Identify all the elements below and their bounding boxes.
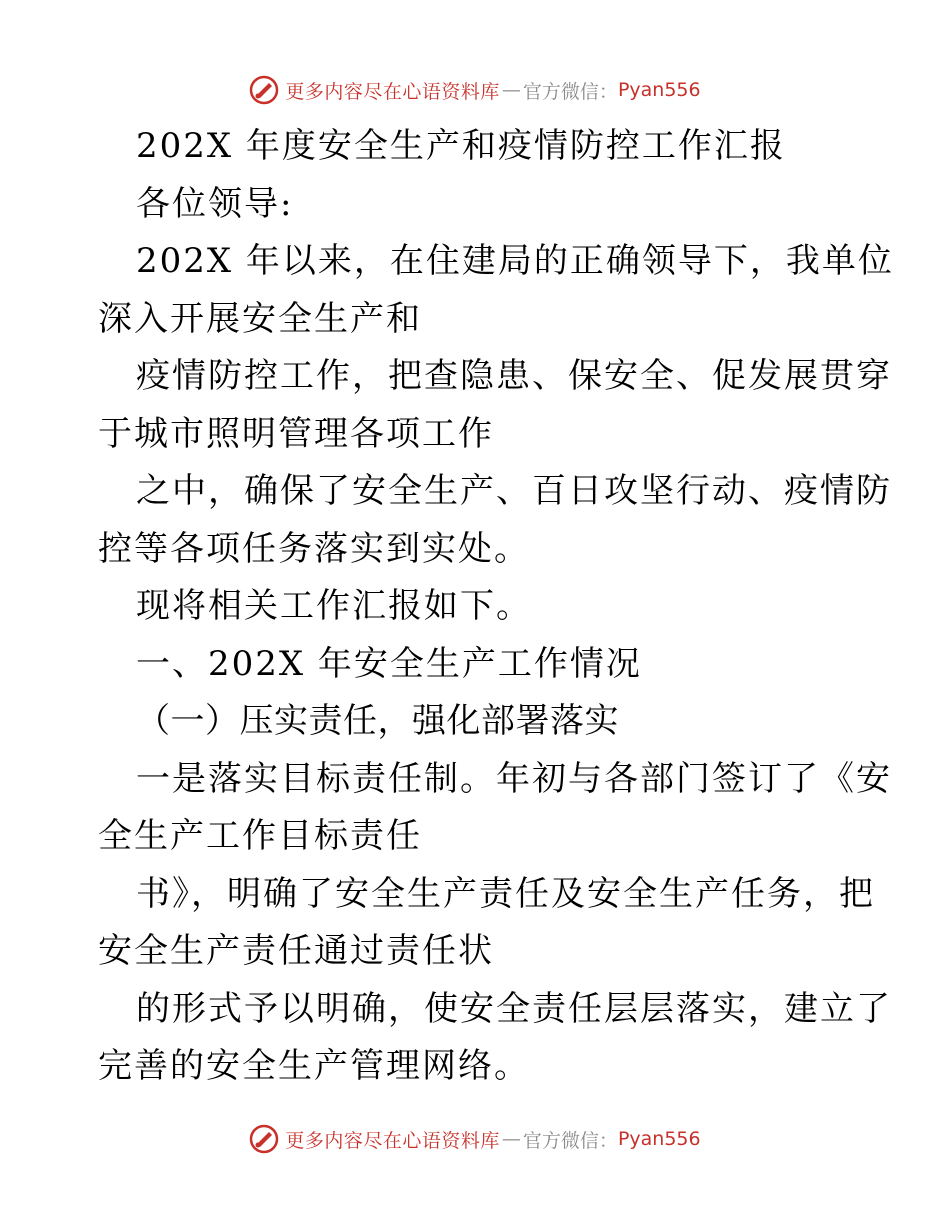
watermark-dash: — — [501, 79, 521, 101]
paragraph-line: 的形式予以明确，使安全责任层层落实，建立了 — [136, 988, 892, 1029]
header-watermark — [0, 70, 950, 110]
paragraph-line: 完善的安全生产管理网络。 — [98, 1046, 530, 1086]
paragraph-line: 一是落实目标责任制。年初与各部门签订了《安 — [136, 758, 892, 799]
watermark-wechat-label: 官方微信： — [522, 80, 618, 103]
paragraph-line: 深入开展安全生产和 — [98, 298, 422, 339]
watermark-dash: — — [501, 1128, 521, 1150]
paragraph-line: 现将相关工作汇报如下。 — [136, 586, 532, 626]
footer-watermark — [0, 1119, 950, 1159]
section-heading: 一、202X 年安全生产工作情况 — [136, 643, 642, 684]
watermark-text: 更多内容尽在心语资料库 — [285, 80, 500, 103]
salutation: 各位领导: — [136, 183, 294, 224]
brush-seal-icon — [249, 1124, 279, 1154]
brush-seal-icon — [249, 75, 279, 105]
paragraph-line: 安全生产责任通过责任状 — [98, 931, 494, 971]
watermark-wechat-label: 官方微信： — [522, 1129, 618, 1152]
paragraph-line: 疫情防控工作，把查隐患、保安全、促发展贯穿 — [136, 356, 892, 396]
paragraph-line: 全生产工作目标责任 — [98, 816, 422, 856]
document-body — [98, 118, 894, 1096]
subsection-heading: （一）压实责任，强化部署落实 — [136, 701, 619, 741]
paragraph-line: 于城市照明管理各项工作 — [98, 413, 494, 454]
paragraph-line: 书》，明确了安全生产责任及安全生产任务，把 — [136, 873, 875, 914]
paragraph-line: 控等各项任务落实到实处。 — [98, 528, 530, 569]
watermark-wechat-id: Pyan556 — [617, 79, 701, 101]
paragraph-line: 202X 年以来，在住建局的正确领导下，我单位 — [136, 241, 894, 281]
document-title: 202X 年度安全生产和疫情防控工作汇报 — [136, 126, 786, 166]
watermark-text: 更多内容尽在心语资料库 — [285, 1129, 500, 1152]
paragraph-line: 之中，确保了安全生产、百日攻坚行动、疫情防 — [136, 471, 892, 511]
watermark-wechat-id: Pyan556 — [617, 1128, 701, 1150]
